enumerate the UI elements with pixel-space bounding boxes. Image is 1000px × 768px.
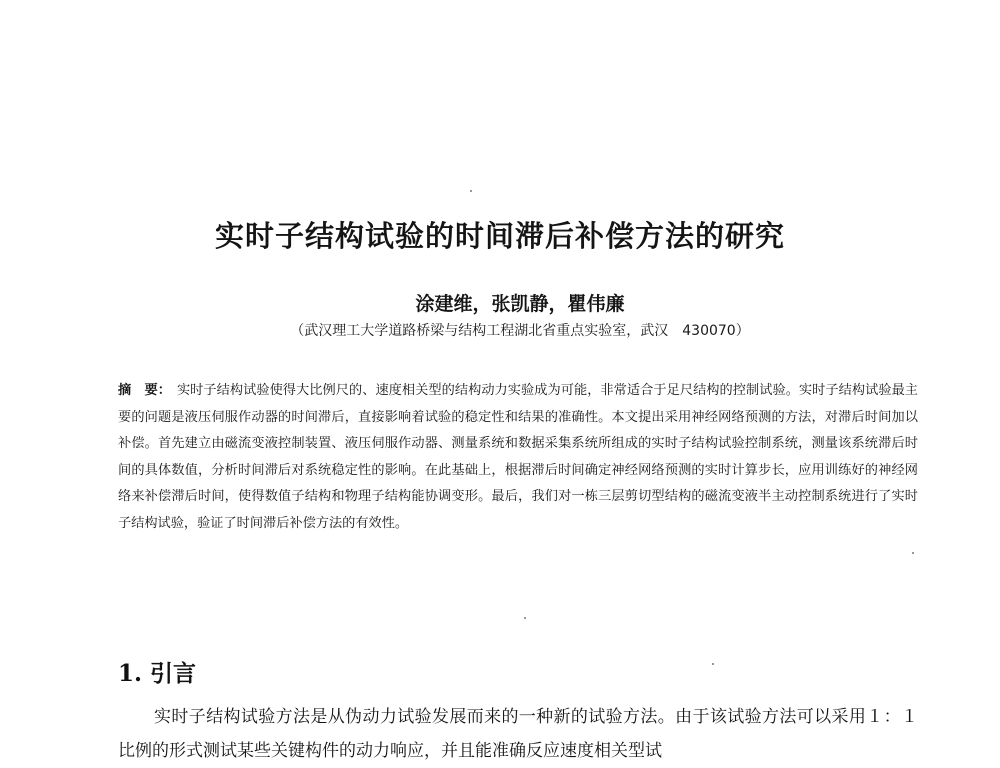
paper-authors: 涂建维，张凯静，瞿伟廉 (415, 293, 625, 315)
scan-speck (524, 617, 526, 619)
section-number: 1. (118, 660, 143, 687)
section-heading (118, 655, 196, 688)
section-title: 引言 (150, 661, 197, 687)
section-body-text: 实时子结构试验方法是从伪动力试验发展而来的一种新的试验方法。由于该试验方法可以采用１：１比例的形式测试某些关键构件的动力响应，并且能准确反应速度相关型试 (118, 707, 918, 761)
abstract-label: 摘 要： (118, 383, 171, 398)
paper-title: 实时子结构试验的时间滞后补偿方法的研究 (214, 219, 785, 253)
abstract-text: 实时子结构试验使得大比例尺的、速度相关型的结构动力实验成为可能，非常适合于足尺结构的控制试验。实时子结构试验最主要的问题是液压伺服作动器的时间滞后，直接影响着试验的稳定性和结果的准确性。本文提出采用神经网络预测的方法，对滞后时间加以补偿。首先建立由磁流变液控制装置、液压伺服作动器、测量系统和数据采集系统所组成的实时子结构试验控制系统，测量该系统滞后时间的具体数值，分析时间滞后对系统稳定性的影响。在此基础上，根据滞后时间确定神经网络预测的实时计算步长，应用训练好的神经网络来补偿滞后时间，使得数值子结构和物理子结构能协调变形。最后，我们对一栋三层剪切型结构的磁流变液半主动控制系统进行了实时子结构试验，验证了时间滞后补偿方法的有效性。 (118, 383, 918, 531)
paper-affiliation: （武汉理工大学道路桥梁与结构工程湖北省重点实验室，武汉 430070） (290, 323, 750, 339)
scan-speck (712, 663, 714, 665)
scan-speck (912, 552, 914, 554)
scan-speck (470, 190, 472, 192)
abstract-block (118, 378, 918, 537)
